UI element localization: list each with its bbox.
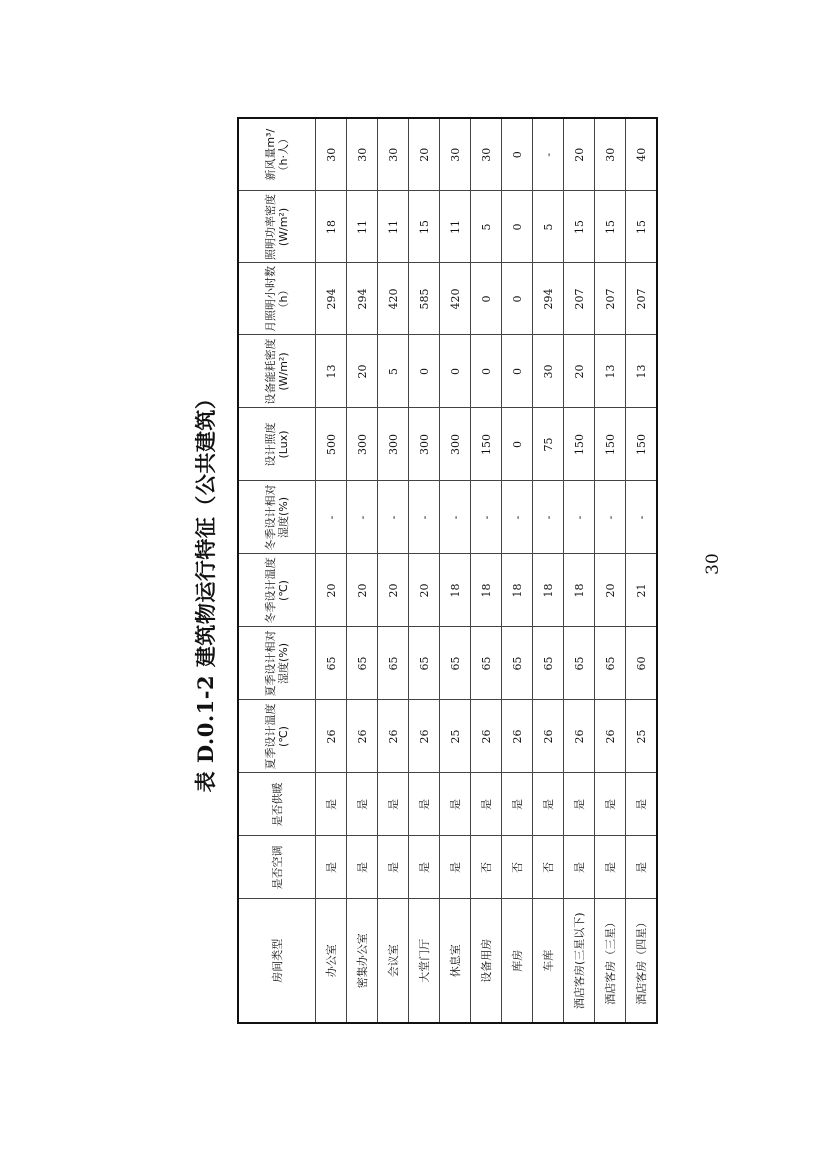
table-row [409, 118, 440, 1023]
table-row [440, 118, 471, 1023]
table-cell: 18 [316, 191, 347, 263]
table-cell: 294 [316, 263, 347, 335]
table-cell: 18 [533, 554, 564, 627]
table-cell: 是 [626, 836, 658, 899]
table-cell: - [409, 481, 440, 554]
table-cell: 20 [564, 335, 595, 408]
table-cell: 150 [471, 408, 502, 481]
table-cell: 30 [316, 118, 347, 191]
table-cell: - [533, 481, 564, 554]
table-row [533, 118, 564, 1023]
table-cell: - [595, 481, 626, 554]
table-cell: 75 [533, 408, 564, 481]
table-cell: 207 [595, 263, 626, 335]
table-cell: 18 [440, 554, 471, 627]
column-header: 冬季设计温度(℃) [238, 554, 316, 627]
table-cell: 30 [347, 118, 378, 191]
room-type-cell: 密集办公室 [347, 899, 378, 1023]
table-cell: 30 [440, 118, 471, 191]
table-cell: 294 [347, 263, 378, 335]
column-header: 是否空调 [238, 836, 316, 899]
table-cell: 是 [378, 773, 409, 836]
table-row [378, 118, 409, 1023]
table-cell: 26 [347, 700, 378, 773]
column-header: 夏季设计相对湿度(%) [238, 627, 316, 700]
table-cell: - [378, 481, 409, 554]
table-cell: 15 [595, 191, 626, 263]
table-cell: - [626, 481, 658, 554]
table-cell: 是 [316, 836, 347, 899]
table-row [316, 118, 347, 1023]
table-cell: 500 [316, 408, 347, 481]
column-header: 设计照度(Lux) [238, 408, 316, 481]
table-row [626, 118, 658, 1023]
room-type-cell: 大堂门厅 [409, 899, 440, 1023]
rotated-table-frame [237, 128, 648, 1024]
table-cell: 20 [316, 554, 347, 627]
table-cell: 是 [378, 836, 409, 899]
table-cell: 65 [471, 627, 502, 700]
table-cell: 是 [564, 773, 595, 836]
room-type-cell: 酒店客房（四星） [626, 899, 658, 1023]
table-cell: 26 [595, 700, 626, 773]
table-cell: 18 [564, 554, 595, 627]
table-cell: 否 [533, 836, 564, 899]
table-cell: 26 [316, 700, 347, 773]
table-cell: 是 [626, 773, 658, 836]
table-cell: 65 [316, 627, 347, 700]
table-cell: 30 [378, 118, 409, 191]
table-cell: 207 [626, 263, 658, 335]
table-cell: 20 [347, 335, 378, 408]
table-cell: 30 [533, 335, 564, 408]
room-type-cell: 库房 [502, 899, 533, 1023]
column-header: 房间类型 [238, 899, 316, 1023]
table-cell: 5 [378, 335, 409, 408]
table-cell: - [564, 481, 595, 554]
table-cell: 150 [626, 408, 658, 481]
table-cell: 65 [502, 627, 533, 700]
table-cell: 294 [533, 263, 564, 335]
table-cell: 40 [626, 118, 658, 191]
table-cell: 207 [564, 263, 595, 335]
table-cell: 0 [409, 335, 440, 408]
table-cell: 300 [378, 408, 409, 481]
table-cell: 26 [409, 700, 440, 773]
table-cell: 18 [502, 554, 533, 627]
table-cell: 20 [347, 554, 378, 627]
table-cell: 否 [502, 836, 533, 899]
table-cell: 65 [564, 627, 595, 700]
table-cell: 是 [440, 773, 471, 836]
table-cell: 否 [471, 836, 502, 899]
table-cell: 26 [533, 700, 564, 773]
table-row [502, 118, 533, 1023]
table-cell: 26 [471, 700, 502, 773]
table-cell: 11 [440, 191, 471, 263]
table-cell: 25 [440, 700, 471, 773]
column-header: 月照明小时数（h） [238, 263, 316, 335]
building-operation-table [237, 117, 658, 1024]
table-cell: 13 [595, 335, 626, 408]
table-cell: 585 [409, 263, 440, 335]
table-body [316, 118, 658, 1023]
table-cell: - [440, 481, 471, 554]
table-cell: 65 [409, 627, 440, 700]
table-cell: 是 [502, 773, 533, 836]
table-cell: 是 [347, 773, 378, 836]
table-cell: 20 [595, 554, 626, 627]
table-cell: 20 [409, 554, 440, 627]
room-type-cell: 酒店客房(三星以下) [564, 899, 595, 1023]
table-cell: 是 [595, 836, 626, 899]
table-cell: - [316, 481, 347, 554]
table-cell: 13 [316, 335, 347, 408]
table-cell: 26 [564, 700, 595, 773]
table-cell: 15 [626, 191, 658, 263]
table-cell: 150 [595, 408, 626, 481]
table-cell: 是 [409, 773, 440, 836]
table-row [564, 118, 595, 1023]
table-cell: 0 [502, 263, 533, 335]
column-header: 是否供暖 [238, 773, 316, 836]
table-cell: 30 [471, 118, 502, 191]
table-cell: 0 [471, 335, 502, 408]
room-type-cell: 车库 [533, 899, 564, 1023]
table-cell: 是 [440, 836, 471, 899]
table-cell: - [502, 481, 533, 554]
column-header: 设备能耗密度(W/m²) [238, 335, 316, 408]
table-cell: 21 [626, 554, 658, 627]
table-cell: 是 [409, 836, 440, 899]
column-header: 冬季设计相对湿度(%) [238, 481, 316, 554]
table-cell: 5 [533, 191, 564, 263]
table-cell: 0 [502, 118, 533, 191]
table-cell: 65 [533, 627, 564, 700]
room-type-cell: 办公室 [316, 899, 347, 1023]
room-type-cell: 酒店客房（三星） [595, 899, 626, 1023]
table-cell: 是 [595, 773, 626, 836]
table-cell: 420 [440, 263, 471, 335]
table-cell: 是 [347, 836, 378, 899]
table-cell: 0 [502, 335, 533, 408]
table-cell: 0 [502, 408, 533, 481]
column-header: 夏季设计温度(℃) [238, 700, 316, 773]
table-cell: 300 [409, 408, 440, 481]
table-cell: 18 [471, 554, 502, 627]
table-cell: 20 [409, 118, 440, 191]
table-cell: 65 [378, 627, 409, 700]
page-number: 30 [703, 553, 723, 575]
table-cell: 是 [471, 773, 502, 836]
table-cell: 0 [471, 263, 502, 335]
table-cell: 300 [440, 408, 471, 481]
table-cell: 300 [347, 408, 378, 481]
table-cell: 是 [564, 836, 595, 899]
room-type-cell: 休息室 [440, 899, 471, 1023]
table-cell: 15 [409, 191, 440, 263]
table-row [471, 118, 502, 1023]
table-row [347, 118, 378, 1023]
table-cell: 是 [316, 773, 347, 836]
room-type-cell: 会议室 [378, 899, 409, 1023]
table-cell: 11 [378, 191, 409, 263]
table-title: 表 D.0.1-2 建筑物运行特征（公共建筑） [193, 387, 218, 793]
table-cell: 26 [502, 700, 533, 773]
table-cell: - [471, 481, 502, 554]
table-cell: 5 [471, 191, 502, 263]
table-cell: 11 [347, 191, 378, 263]
table-cell: 13 [626, 335, 658, 408]
table-cell: 65 [347, 627, 378, 700]
table-cell: 20 [564, 118, 595, 191]
room-type-cell: 设备用房 [471, 899, 502, 1023]
table-cell: 60 [626, 627, 658, 700]
table-cell: 420 [378, 263, 409, 335]
column-header: 照明功率密度(W/m²) [238, 191, 316, 263]
table-container [237, 128, 648, 1024]
table-header-row [238, 118, 316, 1023]
table-cell: 30 [595, 118, 626, 191]
table-cell: 是 [533, 773, 564, 836]
table-cell: - [533, 118, 564, 191]
table-row [595, 118, 626, 1023]
table-cell: 15 [564, 191, 595, 263]
table-cell: 150 [564, 408, 595, 481]
table-cell: - [347, 481, 378, 554]
table-cell: 25 [626, 700, 658, 773]
table-cell: 65 [440, 627, 471, 700]
table-cell: 20 [378, 554, 409, 627]
table-cell: 0 [502, 191, 533, 263]
table-cell: 65 [595, 627, 626, 700]
table-cell: 26 [378, 700, 409, 773]
table-cell: 0 [440, 335, 471, 408]
column-header: 新风量m³/（h·人） [238, 118, 316, 191]
